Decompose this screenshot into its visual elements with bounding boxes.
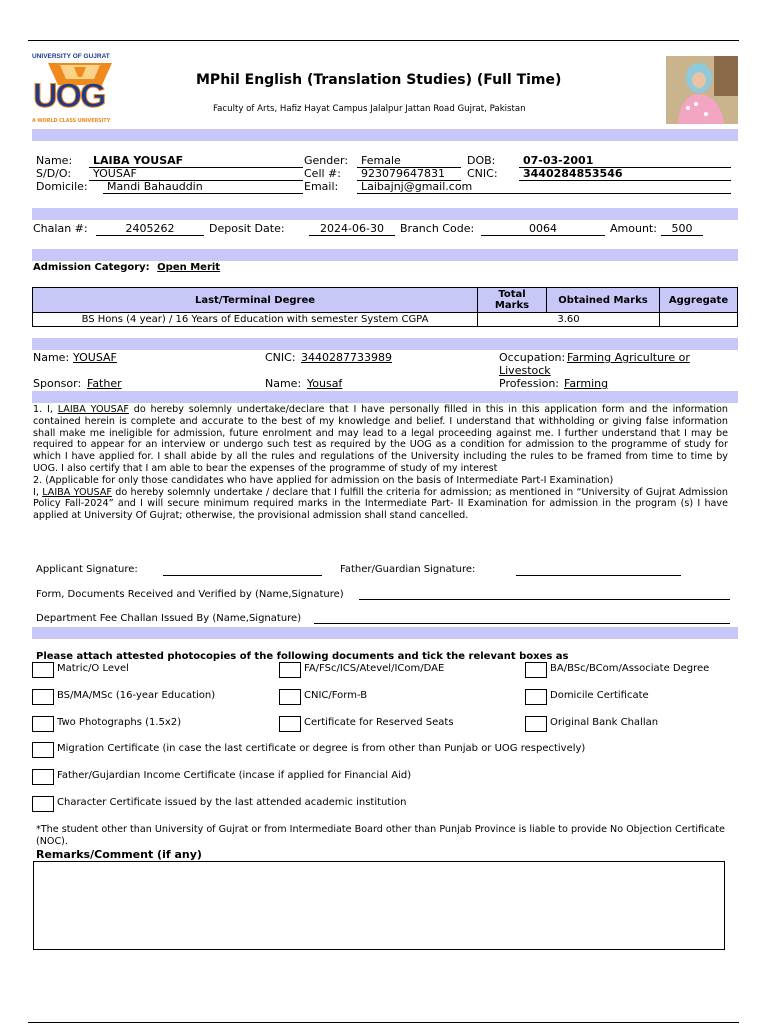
doc-label: CNIC/Form-B — [304, 690, 368, 701]
doc-label: Two Photographs (1.5x2) — [57, 717, 182, 728]
checkbox-matric[interactable] — [32, 662, 54, 678]
profession-value: Farming — [564, 377, 609, 390]
deposit-label: Deposit Date: — [209, 222, 285, 235]
table-row — [33, 313, 738, 327]
profession-label: Profession: — [499, 377, 560, 390]
checkbox-bs-ma[interactable] — [32, 689, 54, 705]
logo-main-text: UOG — [33, 77, 105, 115]
email-label: Email: — [304, 180, 339, 193]
noc-note: *The student other than University of Gujrat or from Intermediate Board other than Punjab Province is liable to provide No Objection Certificate (NOC). — [36, 824, 725, 847]
section-band — [32, 249, 738, 261]
section-band — [32, 627, 738, 639]
guardian-name-label: Name: — [33, 351, 70, 364]
checkbox-cnic[interactable] — [279, 689, 301, 705]
col-total-marks: Total Marks — [478, 288, 547, 313]
doc-label: Father/Gujardian Income Certificate (incase if applied for Financial Aid) — [57, 770, 412, 781]
guardian-signature-line[interactable] — [516, 575, 681, 576]
checkbox-income[interactable] — [32, 769, 54, 785]
checkbox-bank-challan[interactable] — [525, 716, 547, 732]
domicile-value: Mandi Bahauddin — [103, 180, 303, 194]
remarks-box[interactable] — [33, 861, 725, 950]
declaration-body-2: do hereby solemnly undertake / declare that I fulfill the criteria for admission; as mentioned in “University of Gujrat Admission Policy Fall-2024” and I will secure minimum required marks in the Intermediate Part- II Examination for admission in the program (s) I have applied at University Of Gujrat; otherwise, the provisional admission shall stand cancelled. — [33, 486, 728, 522]
guardian-cnic: 3440287733989 — [301, 351, 392, 364]
sponsor-value: Father — [87, 377, 122, 390]
cell-label: Cell #: — [304, 167, 341, 180]
checkbox-reserved-seats[interactable] — [279, 716, 301, 732]
logo-top-text: UNIVERSITY OF GUJRAT — [32, 53, 110, 60]
sdo-value: YOUSAF — [89, 167, 303, 181]
applicant-portrait-icon — [666, 56, 738, 124]
verified-by-label: Form, Documents Received and Verified by (Name,Signature) — [36, 589, 344, 600]
declarant-name-2: LAIBA YOUSAF — [42, 486, 112, 498]
sponsor-name-label: Name: — [265, 377, 302, 390]
declarant-name: LAIBA YOUSAF — [57, 404, 129, 415]
bottom-rule — [28, 1022, 739, 1023]
doc-label: Original Bank Challan — [550, 717, 659, 728]
branch-value: 0064 — [481, 222, 605, 236]
doc-label: FA/FSc/ICS/Atevel/ICom/DAE — [304, 663, 445, 674]
verified-by-line[interactable] — [359, 599, 730, 600]
table-header-row — [33, 288, 738, 313]
domicile-label: Domicile: — [36, 180, 88, 193]
cell-value: 923079647831 — [357, 167, 461, 181]
documents-heading: Please attach attested photocopies of the following documents and tick the relevant boxes as — [36, 651, 569, 662]
col-degree: Last/Terminal Degree — [33, 288, 478, 313]
obtained-cell: 3.60 — [478, 313, 660, 327]
declaration-clause-2: 2. (Applicable for only those candidates who have applied for admission on the basis of Intermediate Part-I Examination) — [33, 474, 614, 486]
doc-label: Matric/O Level — [57, 663, 129, 674]
chalan-label: Chalan #: — [33, 222, 88, 235]
page-title: MPhil English (Translation Studies) (Full Time) — [196, 72, 562, 88]
applicant-photo — [666, 56, 738, 124]
sdo-label: S/D/O: — [36, 167, 72, 180]
aggregate-cell — [660, 313, 738, 327]
page-subtitle: Faculty of Arts, Hafiz Hayat Campus Jalalpur Jattan Road Gujrat, Pakistan — [213, 104, 526, 114]
doc-label: Character Certificate issued by the last attended academic institution — [57, 797, 407, 808]
section-band — [32, 208, 738, 220]
amount-value: 500 — [661, 222, 703, 236]
checkbox-fa-fsc[interactable] — [279, 662, 301, 678]
declaration-body: do hereby solemnly undertake/declare that I have personally filled in this in this application form and the information contained herein is complete and accurate to the best of my knowledge and belief. I understand that withholding or giving false information shall make me ineligible for admission, future enrolment and may lead to a legal proceeding against me. I further understand that I may be required to appear for an interview or undergo such test as required by the UOG as a condition for admission to the programme of study for which I have applied for. I shall abide by all the rules and regulations of the University including the rules to be framed from time to time by UOG. I also certify that I am able to bear the expenses of the programme of study of my interest — [33, 404, 728, 474]
doc-label: Certificate for Reserved Seats — [304, 717, 454, 728]
declaration-text — [33, 404, 728, 522]
university-logo — [30, 53, 126, 127]
dob-label: DOB: — [467, 154, 496, 167]
applicant-signature-label: Applicant Signature: — [36, 564, 138, 575]
section-band — [32, 338, 738, 350]
email-value: Laibajnj@gmail.com — [357, 180, 731, 194]
col-aggregate: Aggregate — [660, 288, 738, 313]
gender-label: Gender: — [304, 154, 349, 167]
guardian-name: YOUSAF — [73, 351, 117, 364]
checkbox-migration[interactable] — [32, 742, 54, 758]
checkbox-character[interactable] — [32, 796, 54, 812]
cnic-label: CNIC: — [467, 167, 498, 180]
occupation-label: Occupation: — [499, 351, 566, 364]
checkbox-ba-bsc[interactable] — [525, 662, 547, 678]
guardian-cnic-label: CNIC: — [265, 351, 296, 364]
applicant-name: LAIBA YOUSAF — [89, 154, 303, 168]
doc-label: BS/MA/MSc (16-year Education) — [57, 690, 216, 701]
deposit-value: 2024-06-30 — [309, 222, 395, 236]
checkbox-photographs[interactable] — [32, 716, 54, 732]
degree-cell: BS Hons (4 year) / 16 Years of Education with semester System CGPA — [33, 313, 478, 327]
logo-bottom-text: A WORLD CLASS UNIVERSITY — [32, 119, 111, 124]
doc-label: Domicile Certificate — [550, 690, 649, 701]
doc-label: BA/BSc/BCom/Associate Degree — [550, 663, 710, 674]
sponsor-label: Sponsor: — [33, 377, 82, 390]
guardian-signature-label: Father/Guardian Signature: — [340, 564, 476, 575]
declaration-prefix-2: I, — [33, 486, 43, 498]
gender-value: Female — [357, 154, 461, 168]
section-band — [32, 391, 738, 403]
remarks-label: Remarks/Comment (if any) — [36, 848, 202, 861]
chalan-value: 2405262 — [96, 222, 204, 236]
sponsor-name: Yousaf — [307, 377, 343, 390]
declaration-prefix: 1. I, — [33, 404, 58, 415]
doc-label: Migration Certificate (in case the last certificate or degree is from other than Punjab or UOG respectively) — [57, 743, 586, 754]
applicant-signature-line[interactable] — [163, 575, 322, 576]
col-obtained-marks: Obtained Marks — [547, 288, 660, 313]
challan-issued-label: Department Fee Challan Issued By (Name,Signature) — [36, 613, 302, 624]
admission-category — [33, 262, 220, 273]
branch-label: Branch Code: — [400, 222, 475, 235]
top-rule — [28, 40, 739, 41]
checkbox-domicile[interactable] — [525, 689, 547, 705]
admission-value: Open Merit — [157, 262, 221, 273]
amount-label: Amount: — [610, 222, 657, 235]
degree-table — [32, 287, 738, 327]
dob-value: 07-03-2001 — [519, 154, 731, 168]
challan-issued-line[interactable] — [314, 623, 730, 624]
cnic-value: 3440284853546 — [519, 167, 731, 181]
name-label: Name: — [36, 154, 73, 167]
occupation-value: Farming Agriculture or Livestock — [499, 351, 690, 377]
section-band — [32, 129, 738, 141]
admission-label: Admission Category: — [33, 262, 150, 273]
